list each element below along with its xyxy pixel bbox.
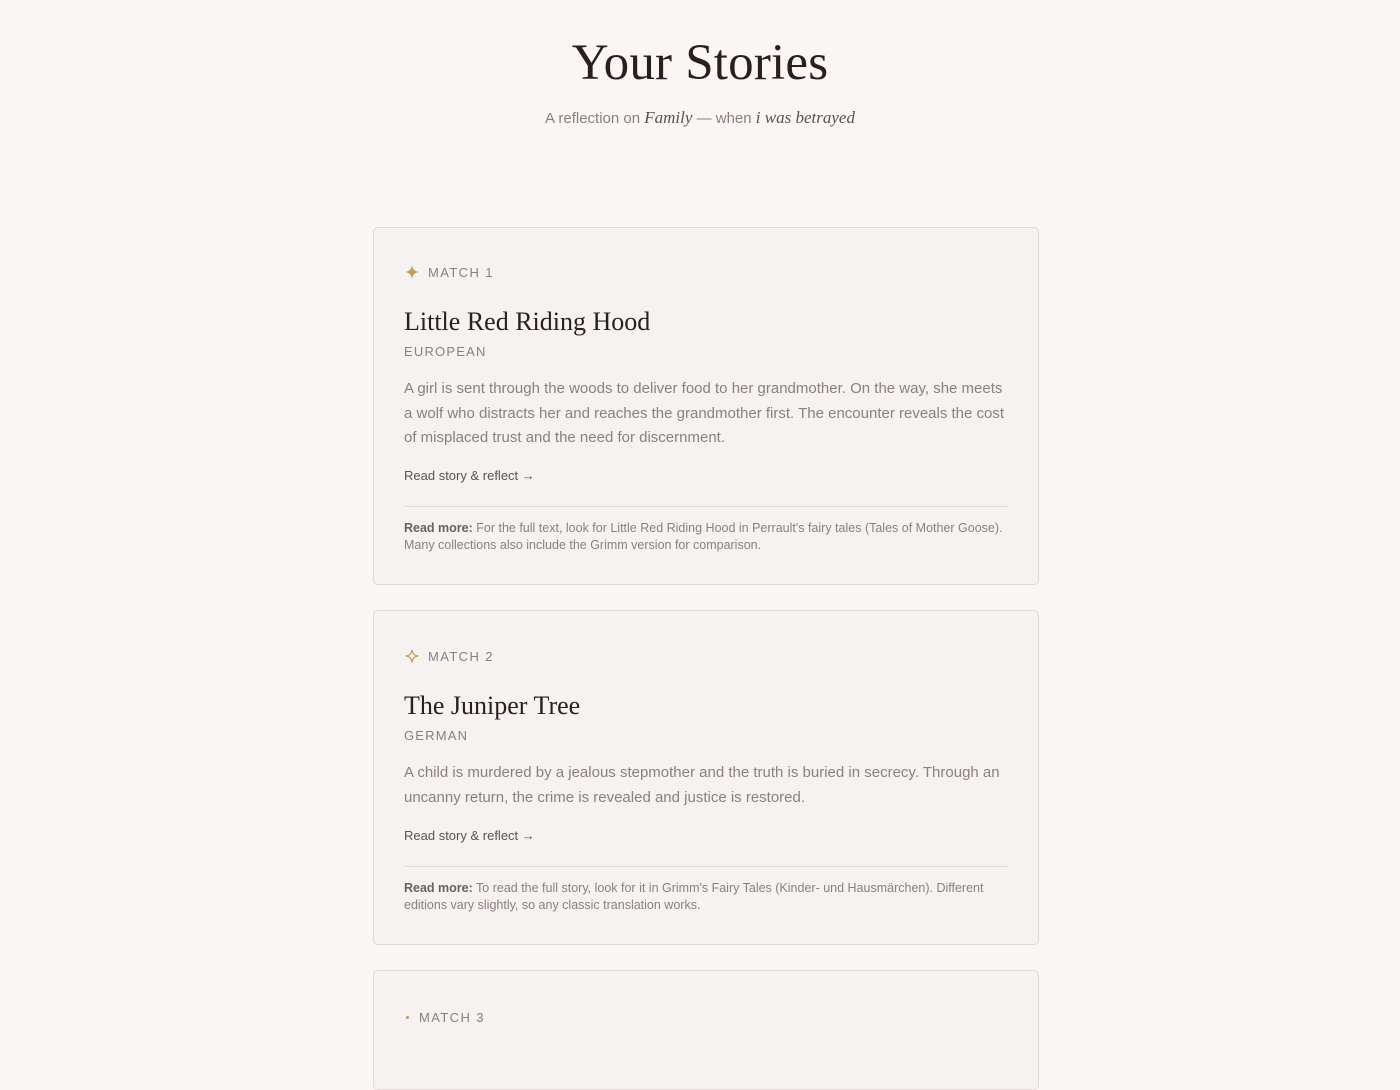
match-badge xyxy=(404,263,494,281)
read-more-note xyxy=(404,880,1004,914)
read-more-text: To read the full story, look for it in Grimm's Fairy Tales (Kinder- und Hausmärchen). Different editions vary slightly, so any classic translation works. xyxy=(404,881,984,912)
read-story-link[interactable]: Read story & reflect → xyxy=(404,828,535,843)
divider xyxy=(404,866,1009,867)
subtitle-theme: Family xyxy=(644,108,693,127)
match-label: MATCH 3 xyxy=(419,1009,485,1025)
match-badge xyxy=(404,647,494,665)
sparkle-filled-icon xyxy=(404,264,420,280)
story-summary: A child is murdered by a jealous stepmother and the truth is buried in secrecy. Through an uncanny return, the crime is revealed and justice is restored. xyxy=(404,764,1000,806)
read-more-note xyxy=(404,520,1004,554)
story-card xyxy=(373,970,1039,1090)
story-card xyxy=(373,610,1039,945)
story-card xyxy=(373,227,1039,585)
match-badge xyxy=(404,1008,485,1026)
sparkle-outline-icon xyxy=(404,648,420,664)
match-label: MATCH 2 xyxy=(428,648,494,664)
subtitle-situation: i was betrayed xyxy=(755,108,855,127)
read-story-link[interactable]: Read story & reflect → xyxy=(404,468,535,483)
read-more-text: For the full text, look for Little Red Riding Hood in Perrault's fairy tales (Tales of Mother Goose). Many collections also include the Grimm version for comparison. xyxy=(404,521,1003,552)
story-origin: GERMAN xyxy=(404,728,469,743)
story-title: Little Red Riding Hood xyxy=(404,307,651,336)
story-summary: A girl is sent through the woods to deliver food to her grandmother. On the way, she meets a wolf who distracts her and reaches the grandmother first. The encounter reveals the cost of misplaced trust and the need for discernment. xyxy=(404,380,1005,446)
read-more-label: Read more: xyxy=(404,521,473,535)
page-title: Your Stories xyxy=(571,35,829,91)
story-origin: EUROPEAN xyxy=(404,344,487,359)
dot-icon xyxy=(406,1016,409,1019)
page-subtitle xyxy=(0,107,1400,130)
story-title: The Juniper Tree xyxy=(404,691,581,720)
match-label: MATCH 1 xyxy=(428,264,494,280)
divider xyxy=(404,506,1009,507)
subtitle-mid: — when xyxy=(696,110,752,127)
subtitle-prefix: A reflection on xyxy=(545,110,641,127)
read-more-label: Read more: xyxy=(404,881,473,895)
